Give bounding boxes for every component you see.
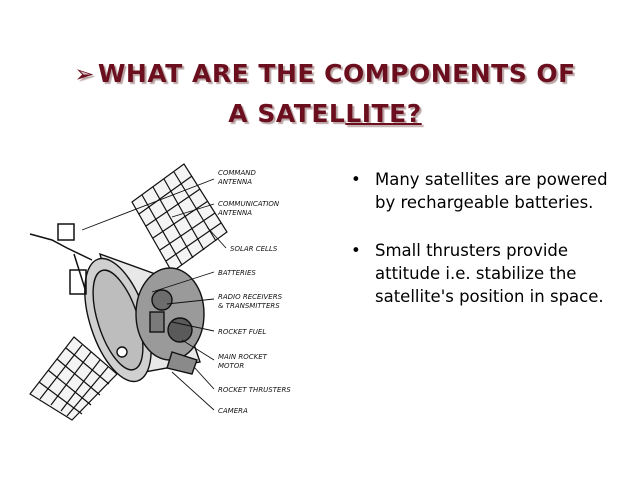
label-radio: RADIO RECEIVERS [218, 293, 283, 301]
command-antenna [30, 224, 92, 294]
bullet-dot-icon: • [351, 170, 361, 189]
satellite-diagram [22, 162, 322, 424]
svg-text:MOTOR: MOTOR [218, 362, 245, 370]
bullet-dot-icon: • [351, 241, 361, 260]
label-main-rocket-motor: MAIN ROCKET [218, 353, 267, 361]
title-line-2-underlined: LITE? [345, 99, 422, 128]
bullet-item [348, 239, 633, 308]
bullet-text: Small thrusters provide attitude i.e. stabilize the satellite's position in space. [375, 241, 604, 306]
title-line-2 [30, 94, 620, 134]
slide-title [30, 54, 620, 134]
label-batteries: BATTERIES [218, 269, 256, 277]
label-command-antenna: COMMAND [218, 169, 256, 177]
bullet-item [348, 168, 633, 214]
svg-text:ANTENNA: ANTENNA [218, 178, 252, 186]
label-solar-cells: SOLAR CELLS [230, 245, 278, 253]
title-line-2-start: A SATEL [228, 99, 346, 128]
label-rocket-thrusters: ROCKET THRUSTERS [218, 386, 291, 394]
diagram-labels [217, 169, 291, 415]
label-camera: CAMERA [218, 407, 248, 415]
upper-solar-panel [132, 164, 227, 272]
svg-text:& TRANSMITTERS: & TRANSMITTERS [218, 302, 280, 310]
svg-text:ANTENNA: ANTENNA [218, 209, 252, 217]
bullet-text: Many satellites are powered by rechargeable batteries. [375, 170, 608, 212]
satellite-illustration [22, 162, 322, 424]
arrow-bullet-icon: ➢ [74, 60, 95, 88]
label-rocket-fuel: ROCKET FUEL [218, 328, 267, 336]
bullet-list [348, 168, 633, 333]
label-communication-antenna: COMMUNICATION [218, 200, 280, 208]
title-line-1: WHAT ARE THE COMPONENTS OF [97, 59, 576, 88]
